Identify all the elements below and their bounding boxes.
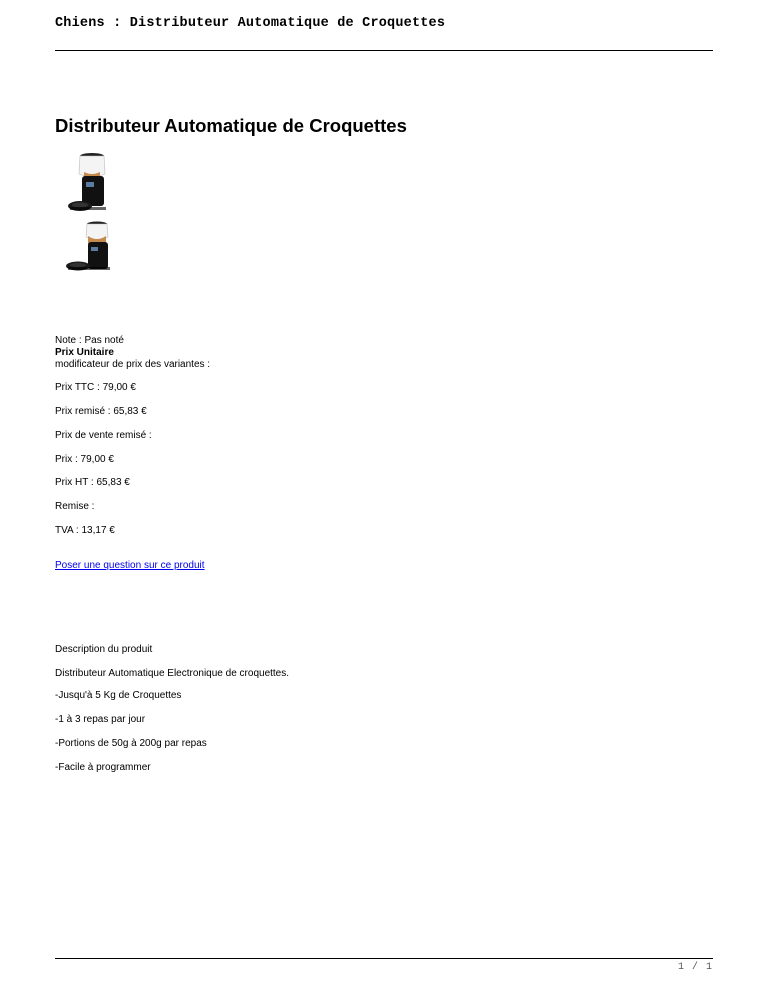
feature-item: -Jusqu'à 5 Kg de Croquettes — [55, 690, 182, 701]
price-base: Prix : 79,00 € — [55, 454, 114, 465]
document-header: Chiens : Distributeur Automatique de Croquettes — [55, 16, 446, 31]
footer-divider — [55, 958, 713, 959]
variant-modifier-text: modificateur de prix des variantes : — [55, 359, 211, 370]
unit-price-label: Prix Unitaire — [55, 347, 114, 358]
price-tva: TVA : 13,17 € — [55, 525, 115, 536]
feature-item: -Facile à programmer — [55, 762, 151, 773]
page-number: 1 / 1 — [677, 962, 713, 973]
description-heading: Description du produit — [55, 644, 153, 655]
price-ttc: Prix TTC : 79,00 € — [55, 382, 136, 393]
product-info-block — [55, 335, 210, 371]
product-title: Distributeur Automatique de Croquettes — [55, 115, 407, 136]
price-sale-discounted: Prix de vente remisé : — [55, 430, 152, 441]
price-ht: Prix HT : 65,83 € — [55, 477, 130, 488]
price-discounted: Prix remisé : 65,83 € — [55, 406, 147, 417]
feature-item: -Portions de 50g à 200g par repas — [55, 738, 207, 749]
header-divider — [55, 50, 713, 51]
product-image-main — [64, 152, 120, 214]
description-intro: Distributeur Automatique Electronique de croquettes. — [55, 668, 290, 679]
rating-text: Note : Pas noté — [55, 335, 124, 346]
ask-question-link[interactable]: Poser une question sur ce produit — [55, 560, 205, 571]
product-image-thumbnail — [64, 220, 118, 276]
price-discount: Remise : — [55, 501, 95, 512]
feature-item: -1 à 3 repas par jour — [55, 714, 146, 725]
